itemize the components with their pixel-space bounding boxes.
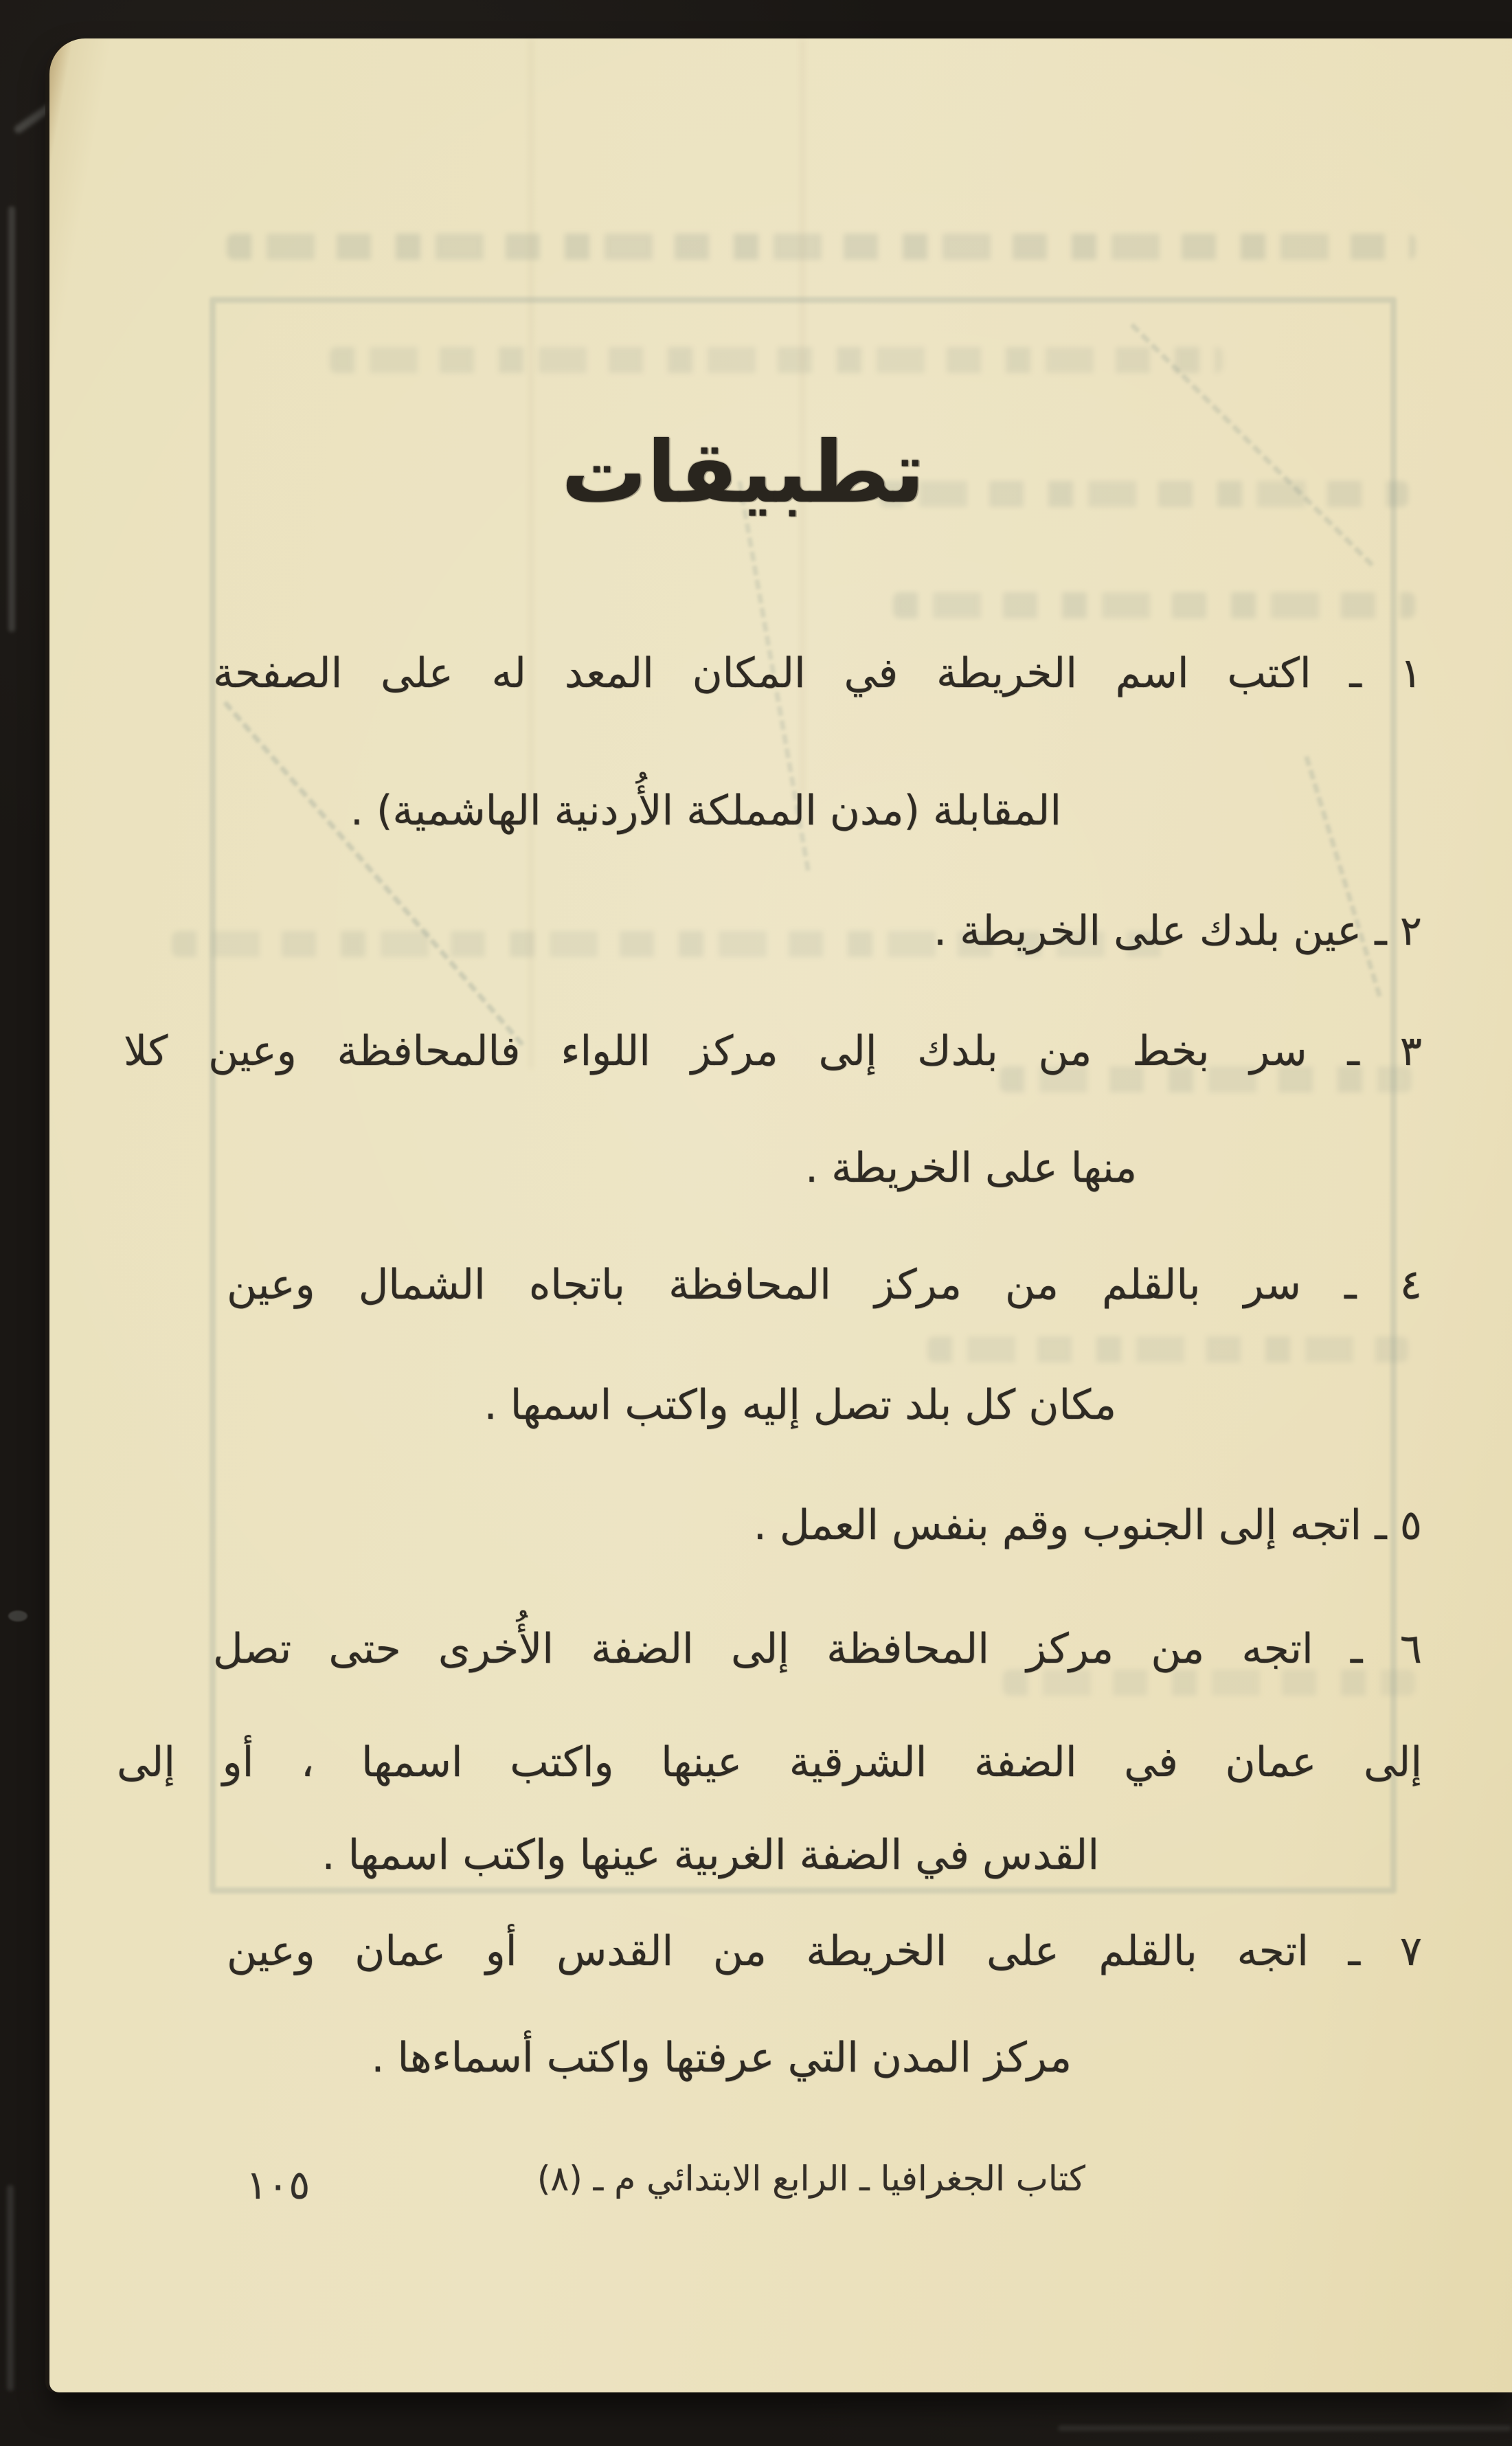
bleed-through-text: [927, 1336, 1408, 1362]
bleed-through-text: [330, 347, 1223, 373]
exercise-item-1-line-2: المقابلة (مدن المملكة الأُردنية الهاشمية) .: [350, 787, 1061, 835]
sheet-protector-edge-glint: [8, 206, 15, 632]
exercise-item-6-line-3: القدس في الضفة الغربية عينها واكتب اسمها .: [321, 1831, 1099, 1879]
sheet-protector-bottom-glint: [1058, 2425, 1511, 2431]
exercise-item-7-line-2: مركز المدن التي عرفتها واكتب أسماءها .: [371, 2034, 1072, 2082]
footer-book-title: كتاب الجغرافيا ـ الرابع الابتدائي م ـ (٨): [537, 2159, 1085, 2199]
page-number: ١٠٥: [246, 2162, 311, 2208]
dust-speck: [8, 1611, 27, 1622]
exercise-item-5-line-1: ٥ ـ اتجه إلى الجنوب وقم بنفس العمل .: [753, 1501, 1422, 1549]
exercise-item-6-line-1: ٦ ـ اتجه من مركز المحافظة إلى الضفة الأُخرى حتى تصل: [213, 1625, 1422, 1673]
exercise-item-7-line-1: ٧ ـ اتجه بالقلم على الخريطة من القدس أو عمان وعين: [227, 1927, 1422, 1975]
page-title: تطبيقات: [561, 423, 925, 522]
bleed-through-text: [893, 592, 1415, 618]
exercise-item-3-line-1: ٣ ـ سر بخط من بلدك إلى مركز اللواء فالمحافظة وعين كلا: [124, 1027, 1422, 1075]
sheet-protector-edge-glint-lower: [7, 2185, 14, 2391]
exercise-item-4-line-2: مكان كل بلد تصل إليه واكتب اسمها .: [484, 1381, 1116, 1429]
bleed-through-text: [227, 234, 1415, 260]
book-page: [49, 38, 1512, 2392]
exercise-item-4-line-1: ٤ ـ سر بالقلم من مركز المحافظة باتجاه الشمال وعين: [227, 1261, 1422, 1309]
exercise-item-6-line-2: إلى عمان في الضفة الشرقية عينها واكتب اسمها ، أو إلى: [117, 1738, 1422, 1786]
exercise-item-2-line-1: ٢ ـ عين بلدك على الخريطة .: [934, 907, 1422, 955]
exercise-item-1-line-1: ١ ـ اكتب اسم الخريطة في المكان المعد له على الصفحة: [213, 649, 1422, 697]
exercise-item-3-line-2: منها على الخريطة .: [804, 1144, 1137, 1192]
